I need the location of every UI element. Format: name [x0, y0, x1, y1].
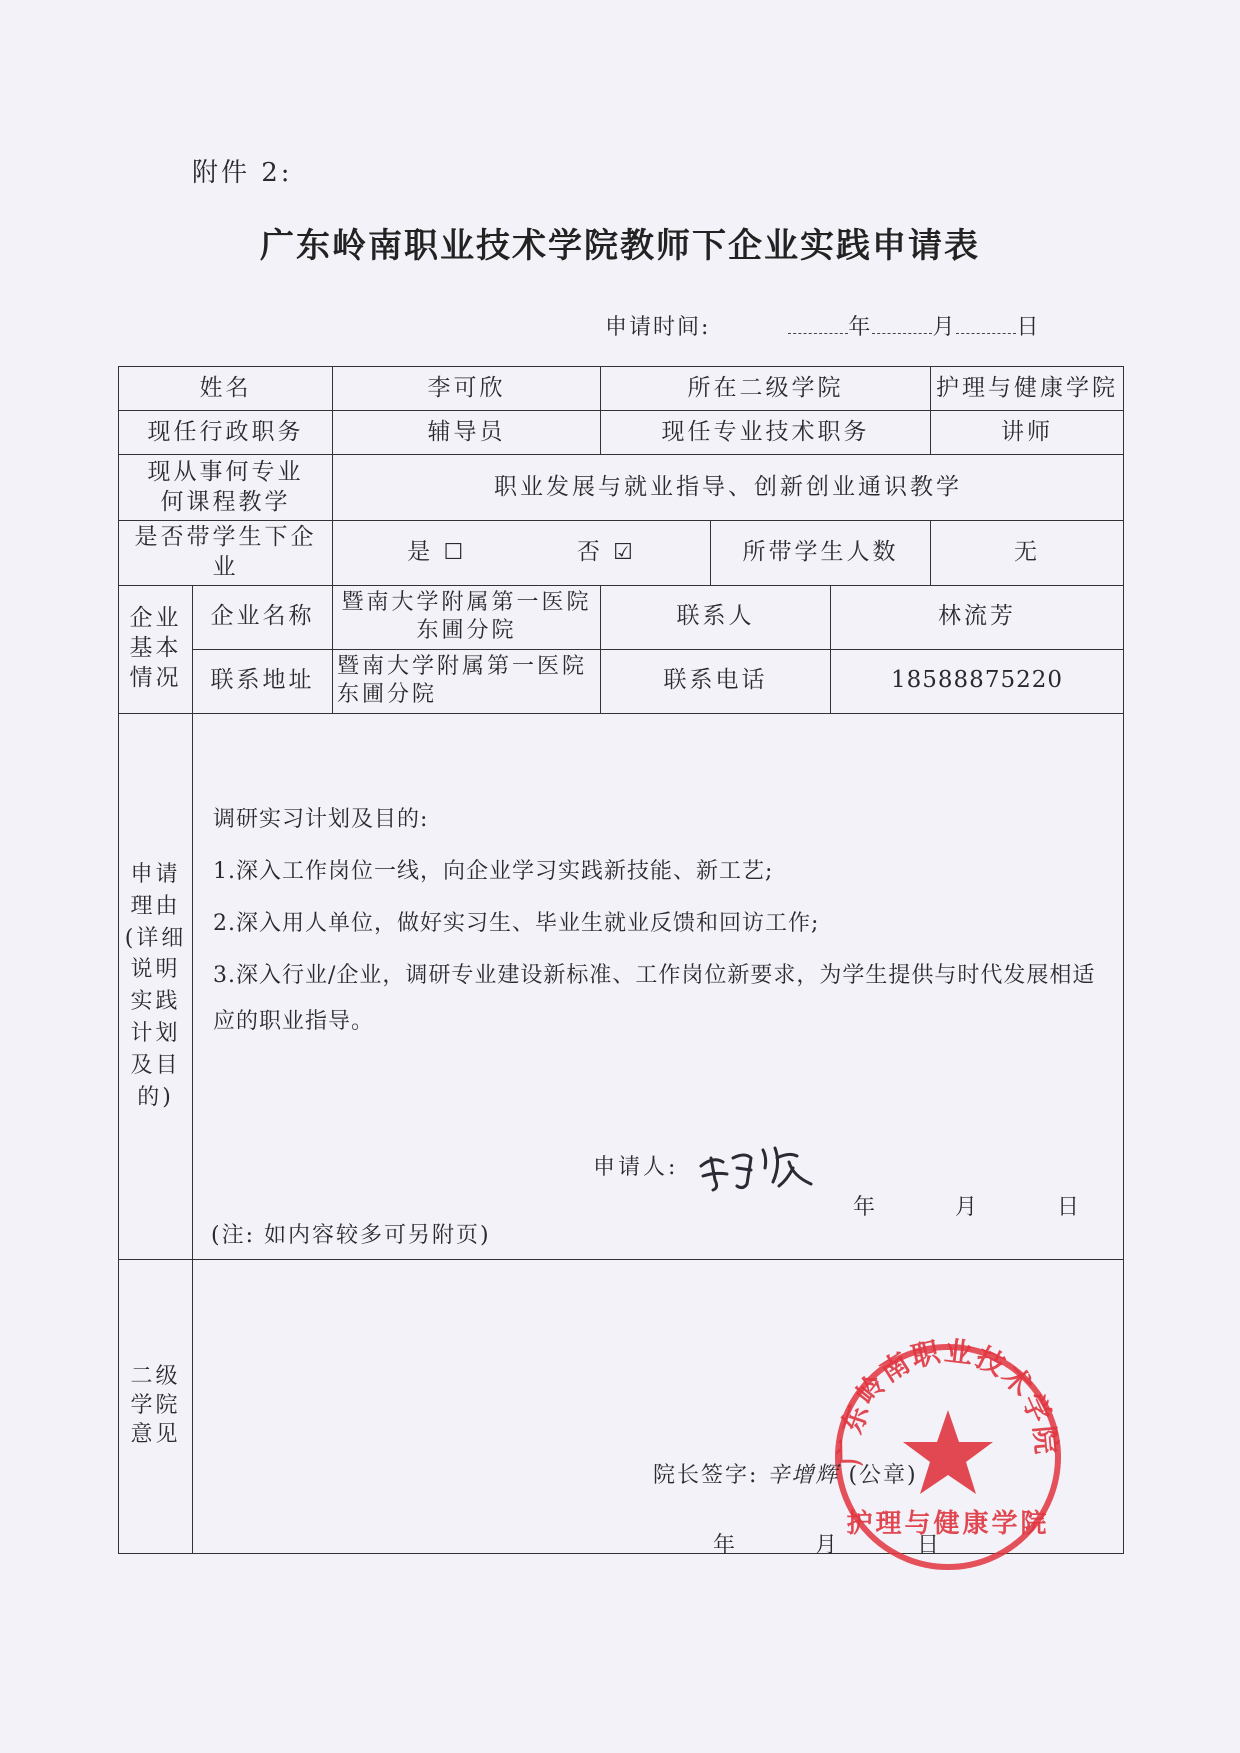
- tech-post-value[interactable]: 讲师: [931, 411, 1124, 455]
- reason-note: (注: 如内容较多可另附页): [211, 1222, 491, 1248]
- seal-note: (公章): [848, 1462, 918, 1488]
- svg-text:广东岭南职业技术学院: 广东岭南职业技术学院: [833, 1334, 1063, 1467]
- day-label: 日: [1016, 315, 1041, 340]
- student-count-label: 所带学生人数: [711, 521, 931, 586]
- phone-label: 联系电话: [601, 649, 831, 713]
- opinion-section-label: [119, 1259, 193, 1553]
- contact-label: 联系人: [601, 585, 831, 649]
- address-value[interactable]: 暨南大学附属第一医院东圃分院: [333, 649, 601, 713]
- reason-content[interactable]: [193, 713, 1124, 1259]
- major-label-line1: 现从事何专业: [147, 458, 304, 485]
- dean-name: 辛增辉: [767, 1462, 840, 1488]
- svg-text:护理与健康学院: 护理与健康学院: [846, 1508, 1050, 1539]
- no-label: 否: [576, 538, 603, 565]
- enterprise-label-line3: 情况: [129, 665, 182, 692]
- applicant-signature-line: [593, 1154, 678, 1183]
- applicant-signature: [693, 1128, 833, 1198]
- phone-value[interactable]: 18588875220: [831, 649, 1124, 713]
- yes-checkbox[interactable]: ☐: [443, 539, 467, 565]
- contact-value[interactable]: 林流芳: [831, 585, 1124, 649]
- apply-date-line: [605, 310, 1040, 341]
- reason-label-line: 的): [137, 1084, 174, 1110]
- reason-label-line: 及目: [130, 1053, 181, 1079]
- day-label: 日: [917, 1532, 942, 1558]
- name-value[interactable]: 李可欣: [333, 367, 601, 411]
- year-label: 年: [853, 1194, 878, 1220]
- major-label-line2: 何课程教学: [160, 488, 291, 515]
- reason-item-1: 1.深入工作岗位一线，向企业学习实践新技能、新工艺;: [213, 858, 774, 884]
- reason-heading: 调研实习计划及目的:: [213, 806, 429, 832]
- enterprise-name-label: 企业名称: [193, 585, 333, 649]
- application-table: [118, 366, 1124, 1558]
- apply-time-label: 申请时间:: [605, 315, 711, 340]
- reason-label-line: 实践: [130, 989, 181, 1015]
- major-value[interactable]: 职业发展与就业指导、创新创业通识教学: [333, 455, 1124, 521]
- dean-sign-label: 院长签字:: [653, 1462, 759, 1488]
- reason-item-2: 2.深入用人单位，做好实习生、毕业生就业反馈和回访工作;: [213, 910, 820, 936]
- admin-post-value[interactable]: 辅导员: [333, 411, 601, 455]
- form-title: 广东岭南职业技术学院教师下企业实践申请表: [260, 226, 980, 266]
- day-label: 日: [1057, 1194, 1082, 1220]
- month-label: 月: [932, 315, 957, 340]
- attachment-label: 附件 2:: [192, 158, 293, 188]
- enterprise-name-value[interactable]: 暨南大学附属第一医院东圃分院: [333, 585, 601, 649]
- bring-students-label: 是否带学生下企业: [119, 521, 333, 586]
- no-checkbox[interactable]: ☑: [613, 539, 636, 565]
- year-label: 年: [713, 1532, 738, 1558]
- month-label: 月: [955, 1194, 980, 1220]
- dean-signature-line: [653, 1462, 918, 1491]
- admin-post-label: 现任行政职务: [119, 411, 333, 455]
- enterprise-label-line1: 企业: [129, 605, 182, 632]
- major-label: [119, 455, 333, 521]
- reason-label-line: 理由: [130, 893, 181, 919]
- bring-students-options: [333, 521, 711, 586]
- day-blank[interactable]: [956, 333, 1016, 334]
- year-blank[interactable]: [788, 333, 848, 334]
- opinion-date-line: [713, 1532, 941, 1561]
- name-label: 姓名: [119, 367, 333, 411]
- tech-post-label: 现任专业技术职务: [601, 411, 931, 455]
- reason-label-line: 计划: [130, 1021, 181, 1047]
- college-value[interactable]: 护理与健康学院: [931, 367, 1124, 411]
- reason-label-line: 说明: [130, 957, 181, 983]
- student-count-value[interactable]: 无: [931, 521, 1124, 586]
- address-label: 联系地址: [193, 649, 333, 713]
- opinion-content[interactable]: [193, 1259, 1124, 1558]
- enterprise-section-label: [119, 585, 193, 713]
- reason-label-line: (详细: [124, 925, 187, 951]
- reason-item-3: 3.深入行业/企业，调研专业建设新标准、工作岗位新要求，为学生提供与时代发展相适应的职业指导。: [213, 962, 1096, 1034]
- opinion-label-line: 学院: [130, 1392, 181, 1418]
- month-blank[interactable]: [872, 333, 932, 334]
- opinion-label-line: 意见: [130, 1421, 181, 1447]
- enterprise-label-line2: 基本: [129, 635, 182, 662]
- month-label: 月: [815, 1532, 840, 1558]
- reason-text: [213, 794, 1113, 1045]
- college-label: 所在二级学院: [601, 367, 931, 411]
- year-label: 年: [848, 315, 873, 340]
- opinion-label-line: 二级: [130, 1364, 181, 1390]
- yes-label: 是: [407, 538, 434, 565]
- reason-label-line: 申请: [130, 861, 181, 887]
- applicant-label: 申请人:: [593, 1154, 679, 1180]
- applicant-date-line: [853, 1194, 1081, 1223]
- reason-section-label: [119, 713, 193, 1259]
